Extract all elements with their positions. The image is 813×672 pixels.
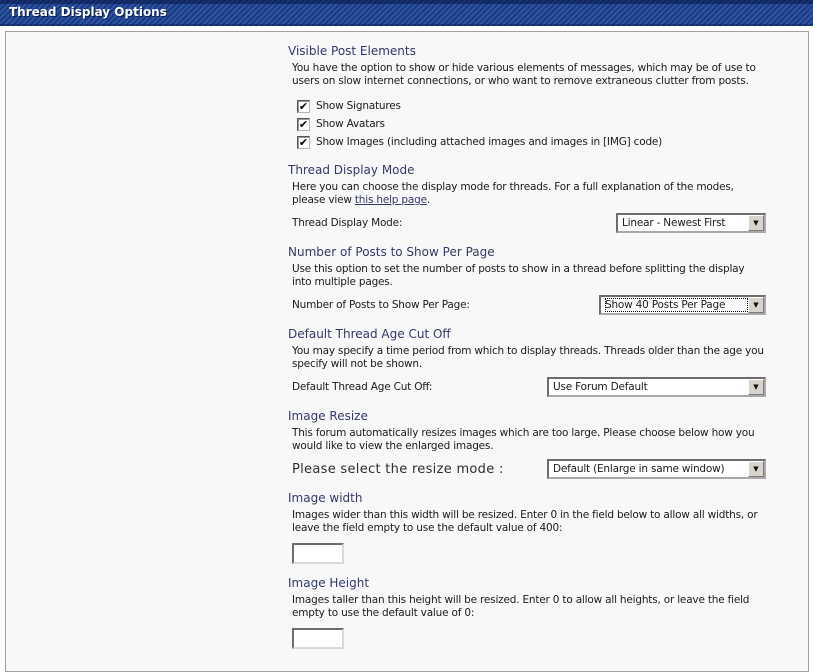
help-page-link[interactable]: this help page [354,194,427,206]
section-visible-post-elements [288,44,766,151]
section-image-width [288,491,766,564]
description-text: . [426,194,430,206]
image-height-description: Images taller than this height will be resized. Enter 0 to allow all heights, or leave the field empty to use the default value of 0: [292,594,750,619]
thread-display-mode-field-row [288,213,766,233]
visible-post-elements-heading: Visible Post Elements [288,44,416,58]
show-signatures-checkbox[interactable] [297,100,310,113]
content-panel [5,31,809,672]
chevron-down-icon: ▼ [753,382,759,391]
visible-post-elements-description: You have the option to show or hide various elements of messages, which may be of use to users on slow internet connections, or who want to remove extraneous clutter from posts. [292,62,756,87]
section-image-resize [288,409,766,479]
section-posts-per-page [288,245,766,315]
show-avatars-checkbox[interactable] [297,118,310,131]
chevron-down-icon: ▼ [753,218,759,227]
section-image-height [288,576,766,649]
section-thread-display-mode [288,163,766,233]
posts-per-page-heading: Number of Posts to Show Per Page [288,245,495,259]
panel-header [0,0,813,26]
dropdown-button[interactable] [748,379,764,395]
select-value: Default (Enlarge in same window) [553,463,725,475]
show-avatars-label[interactable]: Show Avatars [316,118,385,130]
resize-mode-select[interactable] [547,459,766,479]
image-resize-description: This forum automatically resizes images which are too large. Please choose below how you would like to view the enlarged images. [292,427,755,452]
dropdown-button[interactable] [748,297,764,313]
header-title: Thread Display Options [9,5,167,19]
chevron-down-icon: ▼ [753,464,759,473]
section-thread-age-cutoff [288,327,766,397]
description-text: Here you can choose the display mode for threads. For a full explanation of the modes, please view [292,181,734,206]
select-value: Linear - Newest First [622,217,726,229]
posts-per-page-description: Use this option to set the number of posts to show in a thread before splitting the display into multiple pages. [292,263,745,288]
options-column [288,32,766,649]
dropdown-button[interactable] [748,215,764,231]
visible-post-elements-checkbox-list [297,97,766,151]
image-width-input[interactable] [292,543,344,564]
image-width-heading: Image width [288,491,363,505]
resize-mode-field-row [288,459,766,479]
image-width-description: Images wider than this width will be resized. Enter 0 in the field below to allow all widths, or leave the field empty to use the default value of 400: [292,509,758,534]
checkmark-icon: ✔ [298,99,309,113]
select-value: Show 40 Posts Per Page [605,298,748,312]
thread-age-cutoff-field-row [288,377,766,397]
image-height-input[interactable] [292,628,344,649]
show-signatures-row [297,97,766,115]
show-images-label[interactable]: Show Images (including attached images and images in [IMG] code) [316,136,663,148]
thread-display-mode-label: Thread Display Mode: [292,217,403,229]
dropdown-button[interactable] [748,461,764,477]
thread-display-mode-select[interactable] [616,213,766,233]
show-avatars-row [297,115,766,133]
thread-age-cutoff-label: Default Thread Age Cut Off: [292,381,433,393]
show-images-row [297,133,766,151]
thread-age-cutoff-select[interactable] [547,377,766,397]
thread-age-cutoff-heading: Default Thread Age Cut Off [288,327,451,341]
select-value: Use Forum Default [553,381,648,393]
checkmark-icon: ✔ [298,135,309,149]
image-height-heading: Image Height [288,576,370,590]
resize-mode-label: Please select the resize mode : [292,461,504,477]
image-resize-heading: Image Resize [288,409,368,423]
show-signatures-label[interactable]: Show Signatures [316,100,401,112]
thread-age-cutoff-description: You may specify a time period from which to display threads. Threads older than the age you specify will not be shown. [292,345,764,370]
posts-per-page-select[interactable] [599,295,766,315]
show-images-checkbox[interactable] [297,136,310,149]
checkmark-icon: ✔ [298,117,309,131]
posts-per-page-field-row [288,295,766,315]
chevron-down-icon: ▼ [753,300,759,309]
posts-per-page-label: Number of Posts to Show Per Page: [292,299,470,311]
thread-display-mode-description [288,181,766,207]
thread-display-mode-heading: Thread Display Mode [288,163,415,177]
